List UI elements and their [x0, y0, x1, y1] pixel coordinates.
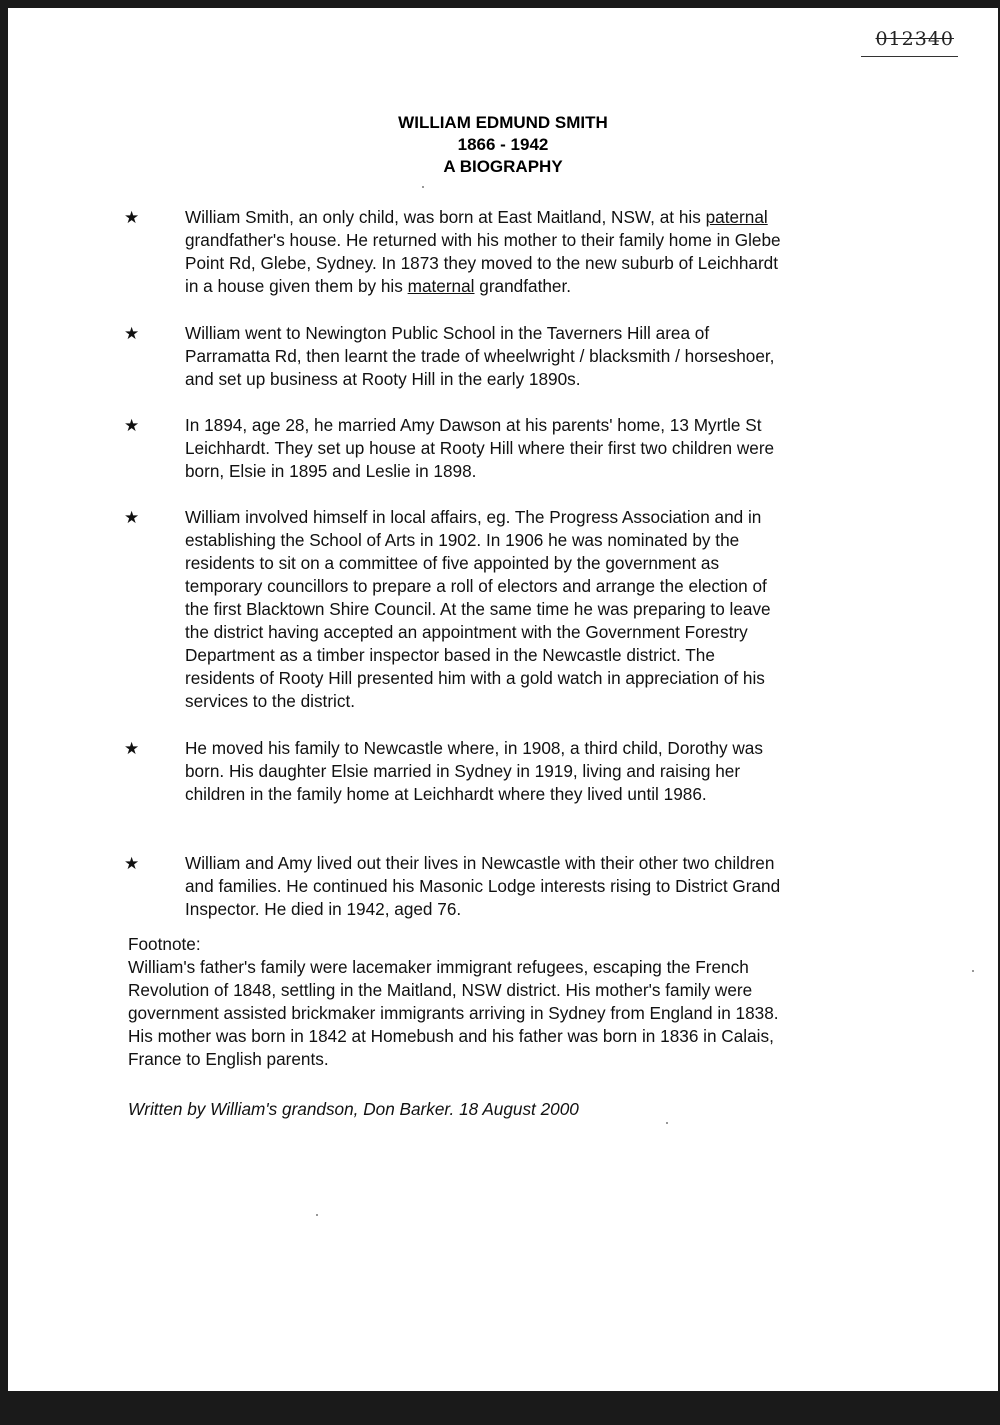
text-line: His mother was born in 1842 at Homebush and his father was born in 1836 in Calais, — [128, 1026, 774, 1046]
text-line: born, Elsie in 1895 and Leslie in 1898. — [185, 461, 477, 481]
scan-speck — [316, 1214, 318, 1216]
text-line: grandfather's house. He returned with his mother to their family home in Glebe — [185, 230, 781, 250]
text-line: In 1894, age 28, he married Amy Dawson at his parents' home, 13 Myrtle St — [185, 415, 762, 435]
text-line: and families. He continued his Masonic Lodge interests rising to District Grand — [185, 876, 781, 896]
bullet-text — [185, 852, 885, 921]
star-bullet-icon: ★ — [124, 416, 140, 435]
page-number: 012340 — [861, 28, 958, 57]
text-line: Leichhardt. They set up house at Rooty Hill where their first two children were — [185, 438, 775, 458]
text-line: the district having accepted an appointment with the Government Forestry — [185, 622, 748, 642]
scan-speck — [972, 970, 974, 972]
text-line: France to English parents. — [128, 1049, 329, 1069]
bullet-text — [185, 322, 885, 391]
star-bullet-icon: ★ — [124, 854, 140, 873]
text-line: William and Amy lived out their lives in Newcastle with their other two children — [185, 853, 775, 873]
footnote-text — [128, 956, 888, 1071]
text-line: government assisted brickmaker immigrants arriving in Sydney from England in 1838. — [128, 1003, 779, 1023]
text-line: William's father's family were lacemaker immigrant refugees, escaping the French — [128, 957, 749, 977]
star-bullet-icon: ★ — [124, 739, 140, 758]
footnote — [128, 933, 888, 1071]
text-line: in a house given them by his maternal grandfather. — [185, 276, 572, 296]
text-line: William went to Newington Public School in the Taverners Hill area of — [185, 323, 710, 343]
text-line: residents to sit on a committee of five appointed by the government as — [185, 553, 720, 573]
biography-name: WILLIAM EDMUND SMITH — [398, 113, 608, 132]
document-page — [8, 8, 998, 1391]
text-line: born. His daughter Elsie married in Sydney in 1919, living and raising her — [185, 761, 741, 781]
document-header — [8, 112, 998, 178]
text-line: the first Blacktown Shire Council. At the same time he was preparing to leave — [185, 599, 771, 619]
bullet-text — [185, 506, 885, 713]
star-bullet-icon: ★ — [124, 208, 140, 227]
scan-speck — [666, 1122, 668, 1124]
star-bullet-icon: ★ — [124, 324, 140, 343]
text-line: Department as a timber inspector based in the Newcastle district. The — [185, 645, 715, 665]
text-line: Inspector. He died in 1942, aged 76. — [185, 899, 462, 919]
bullet-text — [185, 414, 885, 483]
text-line: services to the district. — [185, 691, 356, 711]
text-line: temporary councillors to prepare a roll of electors and arrange the election of — [185, 576, 767, 596]
text-line: Parramatta Rd, then learnt the trade of wheelwright / blacksmith / horseshoer, — [185, 346, 775, 366]
bullet-text — [185, 206, 885, 298]
signature: Written by William's grandson, Don Barker. 18 August 2000 — [128, 1099, 579, 1119]
scan-speck — [422, 186, 424, 188]
text-line: William Smith, an only child, was born at East Maitland, NSW, at his paternal — [185, 207, 768, 227]
bullet-text — [185, 737, 885, 806]
text-line: Point Rd, Glebe, Sydney. In 1873 they moved to the new suburb of Leichhardt — [185, 253, 779, 273]
star-bullet-icon: ★ — [124, 508, 140, 527]
text-line: children in the family home at Leichhardt where they lived until 1986. — [185, 784, 707, 804]
footnote-label: Footnote: — [128, 934, 201, 954]
text-line: and set up business at Rooty Hill in the early 1890s. — [185, 369, 581, 389]
text-line: residents of Rooty Hill presented him with a gold watch in appreciation of his — [185, 668, 765, 688]
biography-years: 1866 - 1942 — [457, 135, 549, 154]
text-line: He moved his family to Newcastle where, in 1908, a third child, Dorothy was — [185, 738, 763, 758]
underlined-word: maternal — [407, 276, 475, 296]
text-line: Revolution of 1848, settling in the Maitland, NSW district. His mother's family were — [128, 980, 753, 1000]
biography-subtitle: A BIOGRAPHY — [443, 157, 563, 176]
text-line: establishing the School of Arts in 1902. In 1906 he was nominated by the — [185, 530, 740, 550]
text-line: William involved himself in local affairs, eg. The Progress Association and in — [185, 507, 762, 527]
underlined-word: paternal — [705, 207, 768, 227]
